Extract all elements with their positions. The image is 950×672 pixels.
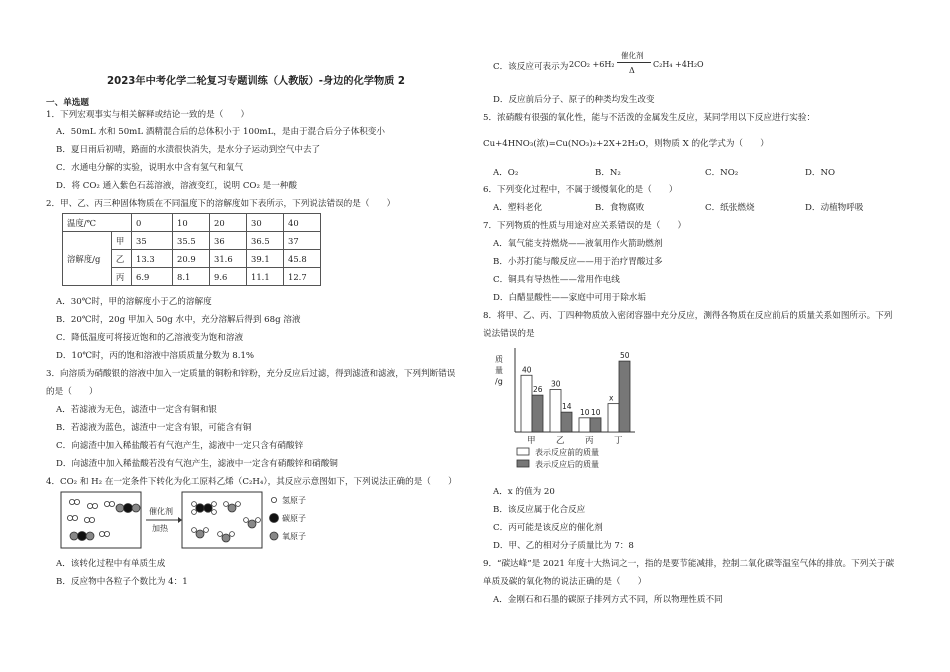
arrow-label-heat: 加热 [152,524,168,533]
q9-stem: 9．“碳达峰”是 2021 年度十大热词之一，指的是要节能减排，控制二氧化碳等温室气体的排放。下列关于碳 [483,559,895,569]
q4-equation-delta: Δ [629,66,635,75]
solubility-table [62,213,321,286]
q4-stem: 4．CO₂ 和 H₂ 在一定条件下转化为化工原料乙烯（C₂H₄），其反应示意图如下，下列说法正确的是（ ） [46,477,457,487]
q7-stem: 7．下列物质的性质与用途对应关系错误的是（ ） [483,221,687,231]
data-label-before: 10 [580,407,590,417]
legend-swatch-after [517,460,529,467]
data-label-after: 10 [591,407,601,417]
table-cell: 9.6 [210,268,247,286]
bar-before-1 [550,389,561,432]
category-label: 丁 [614,436,623,446]
q2-option-d: D．10℃时，丙的饱和溶液中溶质质量分数为 8.1% [56,351,255,361]
q8-option-b: B．该反应属于化合反应 [493,505,586,515]
q9-stem-cont: 单质及碳的氧化物的说法正确的是（ ） [483,577,647,587]
q4-option-b: B．反应物中各粒子个数比为 4：1 [56,577,188,587]
temp-cell: 0 [132,214,173,232]
q6-option-b: B．食物腐败 [595,203,645,213]
temp-cell: 20 [210,214,247,232]
q7-option-b: B．小苏打能与酸反应——用于治疗胃酸过多 [493,257,663,267]
category-label: 丙 [585,436,594,446]
q5-equation: Cu+4HNO₃(浓)=Cu(NO₃)₂+2X+2H₂O，则物质 X 的化学式为（ ） [483,139,769,149]
table-cell: 20.9 [173,250,210,268]
bar-after-3 [619,361,630,432]
data-label-after: 14 [562,402,572,412]
temp-cell: 10 [173,214,210,232]
q8-option-d: D．甲、乙的相对分子质量比为 7：8 [493,541,634,551]
y-axis-label-char: 量 [495,366,503,375]
bar-after-1 [561,412,572,432]
q1-option-a: A．50mL 水和 50mL 酒精混合后的总体积小于 100mL，是由于混合后分子体积变小 [56,127,386,137]
q8-stem-cont: 说法错误的是 [483,329,535,339]
q4-option-d: D．反应前后分子、原子的种类均发生改变 [493,95,655,105]
legend-label-after: 表示反应后的质量 [535,460,599,469]
legend-label-before: 表示反应前的质量 [535,448,599,457]
substance-cell: 丙 [111,268,131,286]
q5-option-d: D．NO [805,168,836,178]
table-cell: 8.1 [173,268,210,286]
q8-option-a: A．x 的值为 20 [493,487,555,497]
table-cell: 39.1 [247,250,284,268]
q6-option-a: A．塑料老化 [493,203,543,213]
q4-equation-products: C₂H₄ +4H₂O [653,60,704,69]
arrow-label-catalyst: 催化剂 [149,507,173,516]
category-label: 乙 [556,436,565,446]
q3-stem: 3．向溶质为硝酸银的溶液中加入一定质量的铜粉和锌粉，充分反应后过滤，得到滤渣和滤液，下列判断错误 [46,369,456,379]
page-title: 2023年中考化学二轮复习专题训练（人教版）-身边的化学物质 2 [107,76,405,87]
data-label-before: 30 [551,379,561,389]
substance-cell: 甲 [111,232,131,250]
y-axis-label-char: 质 [495,355,503,364]
temp-cell: 40 [284,214,321,232]
q2-option-a: A．30℃时，甲的溶解度小于乙的溶解度 [56,297,212,307]
q3-option-d: D．向滤渣中加入稀盐酸若没有气泡产生，滤液中一定含有硝酸锌和硝酸铜 [56,459,338,469]
q3-option-c: C．向滤渣中加入稀盐酸若有气泡产生，滤液中一定只含有硝酸锌 [56,441,304,451]
y-axis-label-char: /g [495,377,503,386]
q7-option-c: C．铜具有导热性——常用作电线 [493,275,620,285]
q4-option-c: C．该反应可表示为 [493,62,569,72]
q6-option-c: C．纸张燃烧 [705,203,755,213]
table-cell: 12.7 [284,268,321,286]
table-cell: 37 [284,232,321,250]
q2-option-c: C．降低温度可将接近饱和的乙溶液变为饱和溶液 [56,333,244,343]
q5-option-b: B．N₂ [595,168,621,178]
table-cell: 31.6 [210,250,247,268]
table-cell: 45.8 [284,250,321,268]
reaction-diagram [60,490,340,552]
temp-cell: 30 [247,214,284,232]
legend-swatch-before [517,448,529,455]
legend-oxygen: 氧原子 [282,532,306,541]
q3-option-a: A．若滤液为无色，滤渣中一定含有铜和银 [56,405,217,415]
table-row-label: 溶解度/g [63,232,112,286]
q7-option-d: D．白醋显酸性——家庭中可用于除水垢 [493,293,646,303]
q4-option-a: A．该转化过程中有单质生成 [56,559,166,569]
section-heading: 一、单选题 [46,98,89,108]
category-label: 甲 [527,436,536,446]
bar-before-3 [608,404,619,432]
bar-before-0 [521,375,532,432]
legend-hydrogen: 氢原子 [282,496,306,505]
data-label-before: 40 [522,365,532,375]
q2-option-b: B．20℃时，20g 甲加入 50g 水中，充分溶解后得到 68g 溶液 [56,315,301,325]
q2-stem: 2．甲、乙、丙三种固体物质在不同温度下的溶解度如下表所示，下列说法错误的是（ ） [46,199,396,209]
q5-stem: 5．浓硝酸有很强的氧化性，能与不活泼的金属发生反应，某同学用以下反应进行实验： [483,113,816,123]
q9-option-a: A．金刚石和石墨的碳原子排列方式不同，所以物理性质不同 [493,595,723,605]
q5-option-c: C．NO₂ [705,168,739,178]
q4-equation-arrow [617,62,651,63]
legend-carbon: 碳原子 [282,514,306,523]
table-cell: 6.9 [132,268,173,286]
q6-option-d: D．动植物呼吸 [805,203,864,213]
q6-stem: 6．下列变化过程中，不属于缓慢氧化的是（ ） [483,185,678,195]
table-cell: 36.5 [247,232,284,250]
bar-after-2 [590,418,601,432]
q3-option-b: B．若滤液为蓝色，滤渣中一定含有银，可能含有铜 [56,423,252,433]
data-label-after: 26 [533,385,543,395]
q1-option-b: B．夏日雨后初晴，路面的水渍很快消失，是水分子运动到空气中去了 [56,145,321,155]
q3-stem-cont: 的是（ ） [46,387,98,397]
q1-stem: 1．下列宏观事实与相关解释或结论一致的是（ ） [46,110,250,120]
q7-option-a: A．氧气能支持燃烧——液氧用作火箭助燃剂 [493,239,663,249]
bar-before-2 [579,418,590,432]
bar-after-0 [532,395,543,432]
substance-cell: 乙 [111,250,131,268]
table-cell: 13.3 [132,250,173,268]
data-label-before: x [609,393,614,403]
table-cell: 35.5 [173,232,210,250]
q4-equation-reactants: 2CO₂ +6H₂ [569,60,615,69]
data-label-after: 50 [620,351,630,361]
table-cell: 35 [132,232,173,250]
table-header-label: 温度/℃ [63,214,132,232]
table-cell: 36 [210,232,247,250]
mass-bar-chart [493,344,663,474]
q8-stem: 8．将甲、乙、丙、丁四种物质放入密闭容器中充分反应，测得各物质在反应前后的质量关系如图所示。下列 [483,311,893,321]
q4-equation-catalyst: 催化剂 [621,51,644,60]
q8-option-c: C．丙可能是该反应的催化剂 [493,523,603,533]
q1-option-c: C．水通电分解的实验，说明水中含有氢气和氧气 [56,163,244,173]
q1-option-d: D．将 CO₂ 通入紫色石蕊溶液，溶液变红，说明 CO₂ 是一种酸 [56,181,298,191]
table-cell: 11.1 [247,268,284,286]
q5-option-a: A．O₂ [493,168,519,178]
